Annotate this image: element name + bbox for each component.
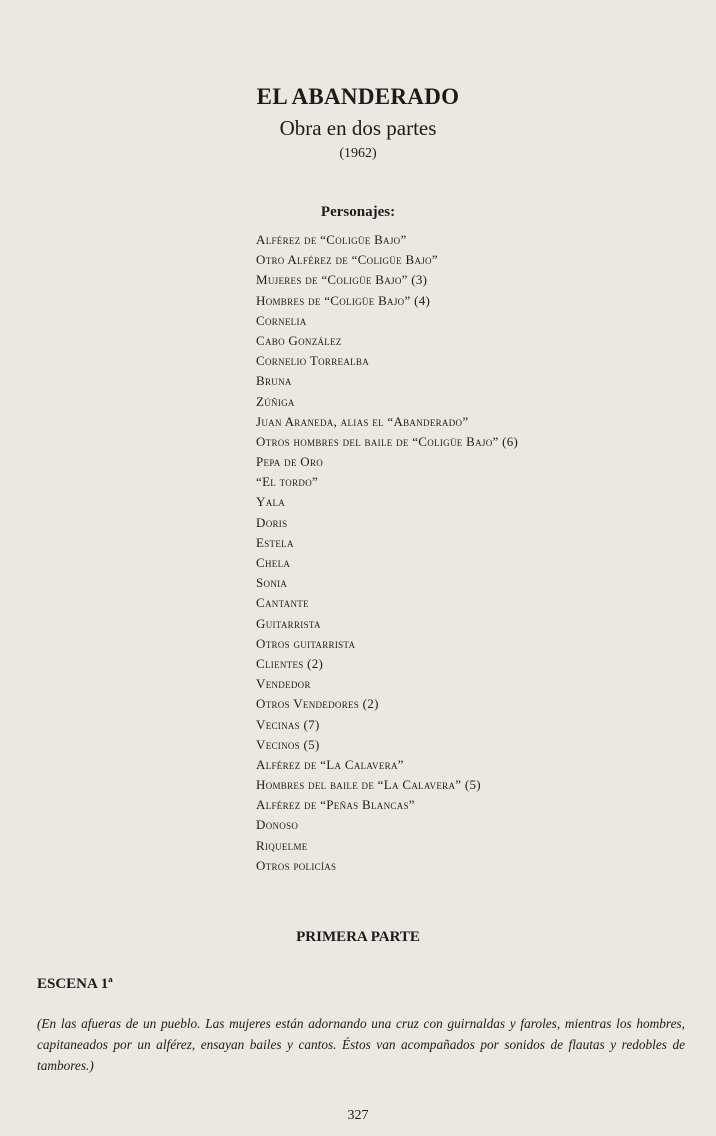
page-number: 327	[347, 1108, 369, 1123]
cast-item: Otros guitarrista	[256, 635, 356, 651]
cast-item: Hombres del baile de “La Calavera” (5)	[256, 777, 481, 793]
cast-item: Otro Alférez de “Coligüe Bajo”	[256, 252, 438, 268]
cast-item: Zúñiga	[256, 393, 295, 409]
cast-item: Otros policías	[256, 857, 337, 873]
scene-heading: ESCENA 1ª	[37, 976, 113, 992]
cast-item: Estela	[256, 534, 294, 550]
cast-item: Mujeres de “Coligüe Bajo” (3)	[256, 272, 428, 288]
cast-item: Alférez de “Peñas Blancas”	[256, 797, 415, 813]
cast-item: Otros Vendedores (2)	[256, 696, 379, 712]
cast-item: Vecinos (5)	[256, 736, 320, 752]
cast-item: Juan Araneda, alias el “Abanderado”	[256, 413, 469, 429]
cast-item: Pepa de Oro	[256, 454, 324, 470]
cast-item: “El tordo”	[256, 474, 319, 490]
cast-item: Yala	[256, 494, 286, 510]
cast-heading: Personajes:	[320, 204, 396, 220]
play-title: EL ABANDERADO	[256, 84, 460, 109]
cast-item: Cabo González	[256, 332, 342, 348]
cast-item: Donoso	[256, 817, 299, 833]
cast-item: Vendedor	[256, 676, 311, 692]
cast-item: Doris	[256, 514, 288, 530]
cast-item: Guitarrista	[256, 615, 321, 631]
cast-item: Cantante	[256, 595, 309, 611]
cast-item: Vecinas (7)	[256, 716, 320, 732]
cast-list	[256, 230, 518, 876]
cast-item: Riquelme	[256, 837, 308, 853]
cast-item: Bruna	[256, 373, 292, 389]
cast-item: Alférez de “Coligüe Bajo”	[256, 232, 407, 247]
play-subtitle: Obra en dos partes	[279, 116, 437, 140]
cast-item: Alférez de “La Calavera”	[256, 756, 404, 772]
cast-item: Clientes (2)	[256, 655, 324, 671]
cast-item: Cornelia	[256, 312, 307, 328]
cast-item: Chela	[256, 555, 291, 570]
cast-item: Sonia	[256, 575, 288, 591]
cast-item: Cornelio Torrealba	[256, 353, 370, 369]
stage-direction: (En las afueras de un pueblo. Las mujeres están adornando una cruz con guirnaldas y faroles, mientras los hombres, capitaneados por un alférez, ensayan bailes y cantos. Éstos van acompañados por sonidos de flautas y redobles de tambores.)	[37, 1016, 685, 1073]
part-heading: PRIMERA PARTE	[296, 929, 420, 945]
cast-item: Otros hombres del baile de “Coligüe Bajo” (6)	[256, 433, 519, 449]
cast-item: Hombres de “Coligüe Bajo” (4)	[256, 292, 431, 308]
play-year: (1962)	[339, 146, 377, 161]
